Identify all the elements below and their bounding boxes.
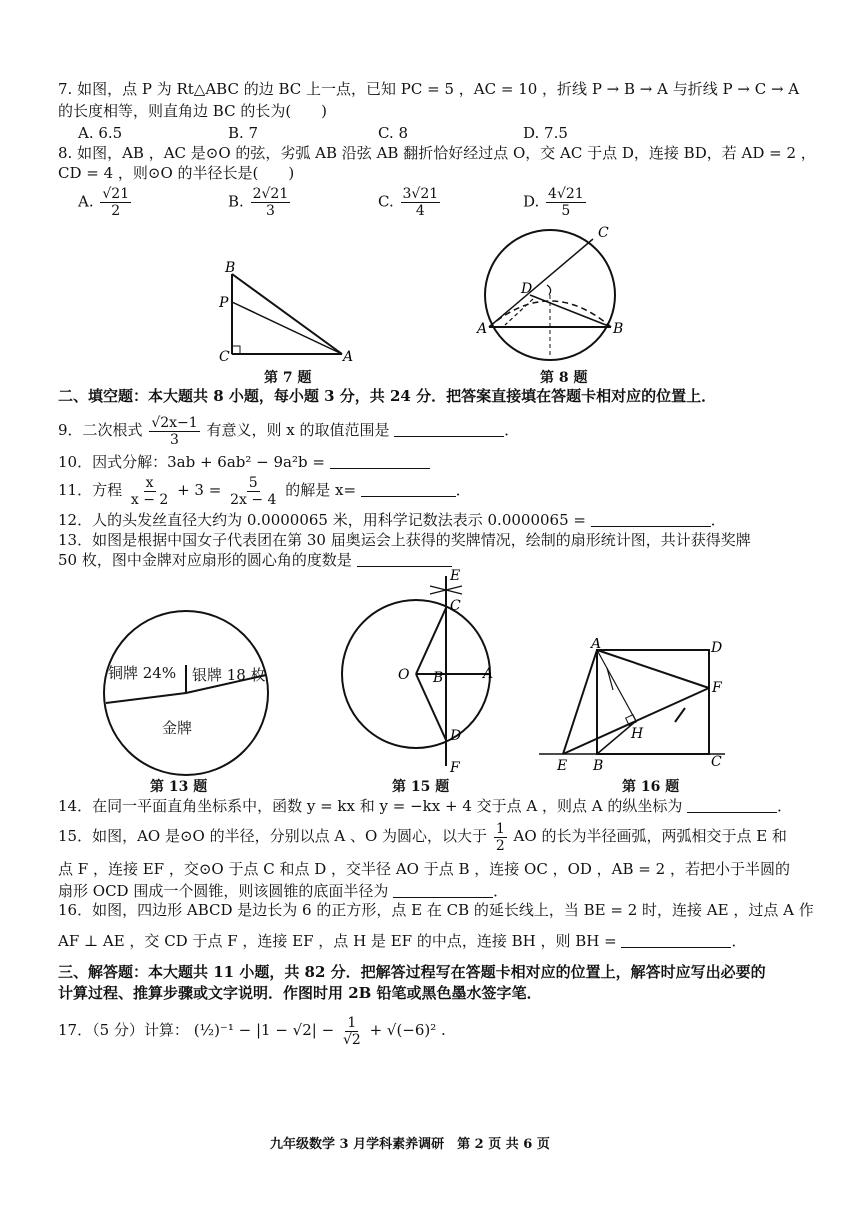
q8-option-c: C. $\frac{3√21}{4}$ [378, 186, 439, 219]
figure-15-circle [330, 568, 510, 774]
fig15-label-d: D [450, 728, 462, 744]
q15-line2: 点 F ，连接 EF ，交⊙O 于点 C 和点 D ，交半径 AO 于点 B ，连接 OC ，OD ，AB = 2 ，若把小于半圆的 [58, 860, 790, 878]
fig7-label-p: P [219, 295, 229, 311]
fig8-label-b: B [613, 321, 624, 337]
fig7-label-b: B [225, 260, 236, 276]
q7-option-a: A. 6.5 [78, 124, 123, 142]
fig16-label-b: B [593, 758, 604, 774]
q14-answer-blank[interactable] [687, 798, 777, 813]
q10-answer-blank[interactable] [330, 454, 430, 469]
q10: 10．因式分解：3ab + 6ab² − 9a²b = [58, 452, 430, 472]
fig15-label-b: B [433, 670, 444, 686]
q13-line1: 13．如图是根据中国女子代表团在第 30 届奥运会上获得的奖牌情况，绘制的扇形统计图，共计获得奖牌 [58, 531, 751, 549]
fig16-label-e: E [557, 758, 568, 774]
section-2-heading: 二、填空题：本大题共 8 小题，每小题 3 分，共 24 分．把答案直接填在答题卡相对应的位置上． [58, 387, 717, 405]
fig16-label-d: D [711, 640, 723, 656]
fig16-label-a: A [591, 638, 602, 652]
figure-16-square [535, 638, 735, 774]
q13-line2: 50 枚，图中金牌对应扇形的圆心角的度数是 [58, 550, 452, 570]
fig8-label-a: A [477, 321, 488, 337]
q8-line2: CD = 4 ，则⊙O 的半径长是( ) [58, 164, 295, 182]
fig7-label-a: A [343, 349, 354, 365]
q15-line3: 扇形 OCD 围成一个圆锥，则该圆锥的底面半径为 ． [58, 882, 509, 900]
fig7-caption: 第 7 题 [264, 370, 312, 386]
q8-option-d: D. $\frac{4√21}{5}$ [523, 186, 584, 219]
figure-8-circle [475, 215, 635, 365]
pie-label-bronze: 铜牌 24% [108, 664, 177, 682]
section-3-heading-line1: 三、解答题：本大题共 11 小题，共 82 分．把解答过程写在答题卡相对应的位置上，解答时应写出必要的 [58, 963, 766, 981]
q15-answer-blank[interactable] [393, 883, 493, 898]
fig16-caption: 第 16 题 [622, 779, 680, 795]
fig15-label-e: E [450, 568, 461, 584]
q8-option-b: B. $\frac{2√21}{3}$ [228, 186, 289, 219]
q7-line2: 的长度相等，则直角边 BC 的长为( ) [58, 102, 328, 120]
fig8-caption: 第 8 题 [540, 370, 588, 386]
q9-answer-blank[interactable] [394, 422, 504, 437]
q13-answer-blank[interactable] [357, 552, 452, 567]
pie-label-gold: 金牌 [162, 719, 193, 737]
q16-answer-blank[interactable] [621, 933, 731, 948]
q9: 9．二次根式 $\frac{√2x-1}{3}$ 有意义，则 x 的取值范围是 ． [58, 414, 520, 448]
fig16-label-c: C [711, 754, 722, 770]
q17: 17．（5 分）计算： (½)⁻¹ − |1 − √2| − $\frac{1}{√2}$ + √(−6)² . [58, 1014, 446, 1048]
q12-answer-blank[interactable] [591, 512, 711, 527]
page-footer: 九年级数学 3 月学科素养调研 第 2 页 共 6 页 [270, 1137, 550, 1152]
fig13-caption: 第 13 题 [150, 779, 208, 795]
fig15-label-a: A [483, 666, 494, 682]
q12: 12．人的头发丝直径大约为 0.0000065 米，用科学记数法表示 0.0000065 = ． [58, 511, 726, 529]
figure-13-pie-chart [98, 605, 278, 785]
fig16-label-h: H [631, 726, 644, 742]
fig8-label-d: D [521, 281, 533, 297]
fig15-label-f: F [450, 760, 460, 774]
fig15-label-c: C [450, 598, 461, 614]
q15-line1: 15．如图，AO 是⊙O 的半径，分别以点 A 、O 为圆心，以大于 $\frac{1}{2}$ AO 的长为半径画弧，两弧相交于点 E 和 [58, 820, 787, 854]
q16-line1: 16．如图，四边形 ABCD 是边长为 6 的正方形，点 E 在 CB 的延长线上，当 BE = 2 时，连接 AE ，过点 A 作 [58, 901, 814, 919]
q7-option-b: B. 7 [228, 124, 259, 142]
q7-line1: 7. 如图，点 P 为 Rt△ABC 的边 BC 上一点，已知 PC = 5 ，AC = 10 ，折线 P → B → A 与折线 P → C → A [58, 80, 800, 98]
pie-label-silver: 银牌 18 枚 [192, 666, 266, 684]
q8-option-a: A. $\frac{√21}{2}$ [78, 186, 130, 219]
q14: 14．在同一平面直角坐标系中，函数 y = kx 和 y = −kx + 4 交于点 A ，则点 A 的纵坐标为 ． [58, 797, 793, 815]
fig16-label-f: F [712, 680, 722, 696]
q7-option-c: C. 8 [378, 124, 409, 142]
fig15-caption: 第 15 题 [392, 779, 450, 795]
fig7-label-c: C [219, 349, 230, 365]
q11-answer-blank[interactable] [361, 482, 456, 497]
q11: 11．方程 $\frac{x}{x - 2}$ + 3 = $\frac{5}{2x - 4}$ 的解是 x= ． [58, 474, 471, 508]
figure-7-triangle [210, 258, 360, 368]
q16-line2: AF ⊥ AE ，交 CD 于点 F ，连接 EF ，点 H 是 EF 的中点，连接 BH ，则 BH = ． [58, 932, 747, 950]
section-3-heading-line2: 计算过程、推算步骤或文字说明．作图时用 2B 铅笔或黑色墨水签字笔． [58, 984, 542, 1002]
q8-line1: 8. 如图，AB ，AC 是⊙O 的弦，劣弧 AB 沿弦 AB 翻折恰好经过点 O，交 AC 于点 D，连接 BD，若 AD = 2 ， [58, 144, 816, 162]
fig8-label-c: C [598, 225, 609, 241]
q7-option-d: D. 7.5 [523, 124, 568, 142]
fig15-label-o: O [398, 667, 410, 683]
